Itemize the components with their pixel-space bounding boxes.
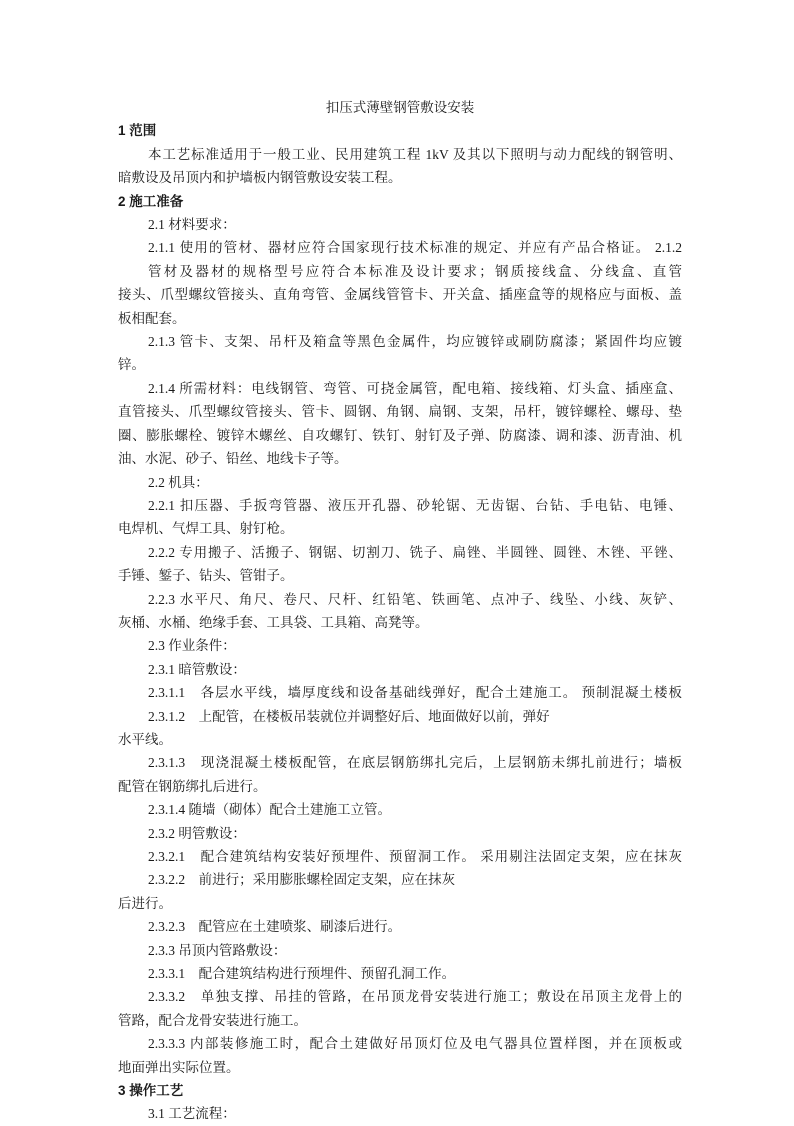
paragraph-line: 2.3.1 暗管敷设： (148, 661, 246, 677)
paragraph-line: 地面弹出实际位置。 (118, 1059, 240, 1075)
paragraph-line: 2.2.3 水平尺、角尺、卷尺、尺杆、红铅笔、铁画笔、点冲子、线坠、小线、灰铲、 (148, 591, 682, 607)
paragraph-line: 2.1.1 使用的管材、器材应符合国家现行技术标准的规定、并应有产品合格证。 2.1.2 (148, 240, 682, 256)
paragraph-line: 水平线。 (118, 731, 172, 747)
paragraph-line: 2.3.2.3 配管应在土建喷浆、刷漆后进行。 (148, 919, 402, 935)
paragraph-line: 2.3.3 吊顶内管路敷设： (148, 942, 287, 958)
paragraph-line: 2.3.2 明管敷设： (148, 825, 246, 841)
paragraph-line: 2.3.1.2 上配管，在楼板吊装就位并调整好后、地面做好以前，弹好 (148, 708, 550, 724)
paragraph-line: 电焊机、气焊工具、射钉枪。 (118, 521, 294, 537)
paragraph-line: 2.3.2.1 配合建筑结构安装好预埋件、预留洞工作。 采用剔注法固定支架，应在抹灰 (148, 849, 682, 864)
paragraph-line: 2.3.3.1 配合建筑结构进行预埋件、预留孔洞工作。 (148, 966, 456, 982)
paragraph-line: 2.3.1.4 随墙（砌体）配合土建施工立管。 (148, 802, 391, 818)
paragraph-line: 2.3.1.3 现浇混凝土楼板配管，在底层钢筋绑扎完后，上层钢筋未绑扎前进行；墙板 (148, 755, 682, 771)
paragraph-line: 2.3.3.3 内部装修施工时，配合土建做好吊顶灯位及电气器具位置样图，并在顶板或 (148, 1036, 682, 1052)
paragraph-line: 2.3.2.2 前进行；采用膨胀螺栓固定支架，应在抹灰 (148, 872, 456, 888)
paragraph-line: 2.2.2 专用搬子、活搬子、钢锯、切割刀、铣子、扁锉、半圆锉、圆锉、木锉、平锉、 (148, 544, 682, 560)
paragraph-line: 2.1 材料要求： (148, 217, 236, 233)
paragraph-line: 2.3.3.2 单独支撑、吊挂的管路，在吊顶龙骨安装进行施工；敷设在吊顶主龙骨上的 (148, 989, 682, 1005)
paragraph-line: 灰桶、水桶、绝缘手套、工具袋、工具箱、高凳等。 (118, 614, 429, 630)
paragraph-line: 3.1 工艺流程： (148, 1106, 236, 1122)
section-heading: 2 施工准备 (118, 193, 184, 209)
paragraph-line: 暗敷设及吊顶内和护墙板内钢管敷设安装工程。 (118, 170, 402, 186)
paragraph-line: 2.1.4 所需材料：电线钢管、弯管、可挠金属管，配电箱、接线箱、灯头盒、插座盒、 (148, 380, 682, 396)
paragraph-line: 后进行。 (118, 895, 172, 911)
document-page (118, 96, 682, 1126)
paragraph-line: 本工艺标准适用于一般工业、民用建筑工程 1kV 及其以下照明与动力配线的钢管明、 (148, 146, 682, 162)
paragraph-line: 2.3.1.1 各层水平线，墙厚度线和设备基础线弹好，配合土建施工。 预制混凝土楼板 (148, 685, 682, 701)
paragraph-line: 直管接头、爪型螺纹管接头、管卡、圆钢、角钢、扁钢、支架，吊杆，镀锌螺栓、螺母、垫 (118, 404, 682, 420)
paragraph-line: 板相配套。 (118, 310, 186, 326)
paragraph-line: 接头、爪型螺纹管接头、直角弯管、金属线管管卡、开关盒、插座盒等的规格应与面板、盖 (118, 287, 682, 303)
section-heading: 1 范围 (118, 123, 157, 139)
paragraph-line: 2.2 机具： (148, 474, 209, 490)
paragraph-line: 2.2.1 扣压器、手扳弯管器、液压开孔器、砂轮锯、无齿锯、台钻、手电钻、电锤、 (148, 497, 682, 513)
paragraph-line: 管路，配合龙骨安装进行施工。 (118, 1012, 307, 1028)
paragraph-line: 2.3 作业条件： (148, 638, 236, 654)
paragraph-line: 锌。 (118, 357, 145, 373)
paragraph-line: 油、水泥、砂子、铅丝、地线卡子等。 (118, 451, 348, 467)
section-heading: 3 操作工艺 (118, 1083, 184, 1099)
paragraph-line: 配管在钢筋绑扎后进行。 (118, 778, 267, 794)
paragraph-line: 圈、膨胀螺栓、镀锌木螺丝、自攻螺钉、铁钉、射钉及子弹、防腐漆、调和漆、沥青油、机 (118, 427, 682, 443)
document-title: 扣压式薄壁钢管敷设安装 (325, 100, 475, 115)
paragraph-line: 2.1.3 管卡、支架、吊杆及箱盒等黑色金属件，均应镀锌或刷防腐漆；紧固件均应镀 (148, 334, 682, 350)
paragraph-line: 手锤、錾子、钻头、管钳子。 (118, 568, 294, 584)
paragraph-line: 管材及器材的规格型号应符合本标准及设计要求；钢质接线盒、分线盒、直管 (148, 263, 682, 279)
document-body (118, 119, 682, 1125)
